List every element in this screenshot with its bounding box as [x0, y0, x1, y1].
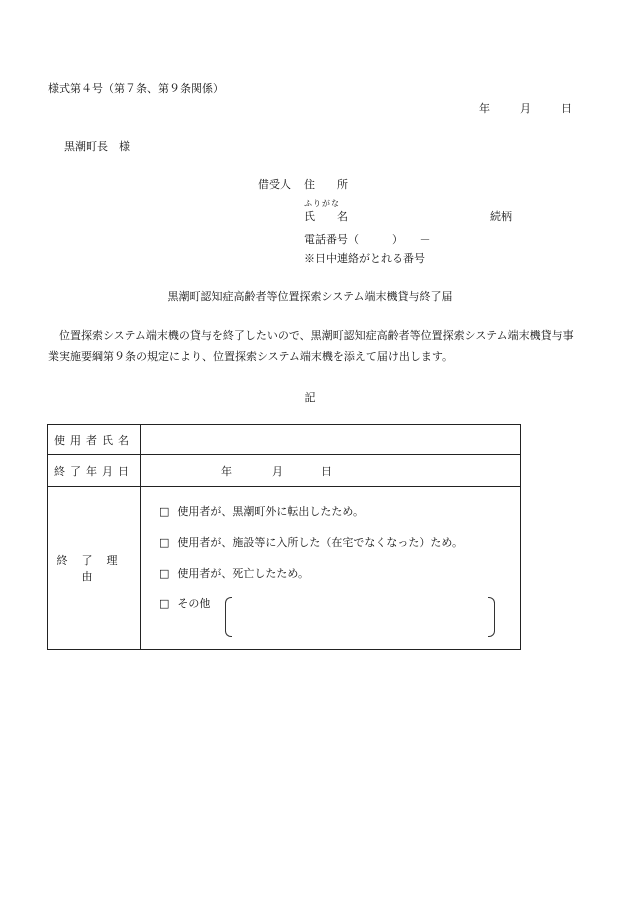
- ki-label: 記: [304, 391, 316, 404]
- checkbox-icon[interactable]: □: [159, 597, 170, 610]
- phone-label: 電話番号（ ） －: [304, 233, 431, 246]
- end-date-field[interactable]: [141, 455, 521, 487]
- reason-text: その他: [177, 597, 211, 610]
- reason-option-other[interactable]: [159, 595, 210, 611]
- addressee: 黒潮町長 様: [64, 140, 130, 153]
- table-row: [48, 455, 521, 487]
- document-title: 黒潮町認知症高齢者等位置探索システム端末機貸与終了届: [167, 290, 453, 303]
- checkbox-icon[interactable]: □: [159, 536, 170, 549]
- address-label: 住 所: [304, 178, 348, 191]
- detail-table: [47, 424, 521, 650]
- end-date-day: 日: [321, 464, 332, 478]
- date-year-label: 年: [479, 102, 490, 115]
- phone-note: ※日中連絡がとれる番号: [304, 252, 425, 265]
- furigana-label: ふりがな: [304, 199, 340, 208]
- end-reason-label: 終了理由: [48, 487, 141, 650]
- user-name-label: 使用者氏名: [48, 425, 141, 455]
- user-name-field[interactable]: [141, 425, 521, 455]
- other-reason-input[interactable]: [225, 597, 495, 637]
- checkbox-icon[interactable]: □: [159, 567, 170, 580]
- end-date-year: 年: [221, 464, 232, 478]
- table-row: [48, 487, 521, 650]
- bracket-left-icon: [225, 597, 232, 637]
- form-number: 様式第４号（第７条、第９条関係）: [48, 82, 224, 95]
- checkbox-icon[interactable]: □: [159, 505, 170, 518]
- reason-option-facility[interactable]: [159, 534, 463, 550]
- borrower-label: 借受人: [258, 178, 291, 191]
- bracket-right-icon: [488, 597, 495, 637]
- reason-text: 使用者が、死亡したため。: [177, 567, 309, 580]
- reason-text: 使用者が、施設等に入所した（在宅でなくなった）ため。: [177, 536, 463, 549]
- end-date-month: 月: [272, 464, 283, 478]
- end-reason-field: [141, 487, 521, 650]
- reason-text: 使用者が、黒潮町外に転出したため。: [177, 505, 364, 518]
- date-month-label: 月: [520, 102, 531, 115]
- end-date-label: 終了年月日: [48, 455, 141, 487]
- date-day-label: 日: [561, 102, 572, 115]
- table-row: [48, 425, 521, 455]
- body-paragraph: 位置探索システム端末機の貸与を終了したいので、黒潮町認知症高齢者等位置探索システム端末機貸与事業実施要綱第９条の規定により、位置探索システム端末機を添えて届け出します。: [48, 329, 574, 363]
- reason-option-deceased[interactable]: [159, 565, 309, 581]
- name-label: 氏 名: [304, 210, 348, 223]
- submission-date: [479, 100, 572, 116]
- reason-option-moved-out[interactable]: [159, 503, 364, 519]
- relation-label: 続柄: [490, 210, 512, 223]
